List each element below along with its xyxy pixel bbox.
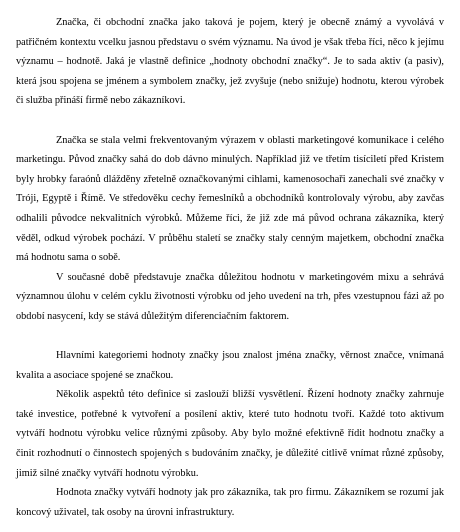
document-page [16,13,444,522]
paragraph-gap [16,111,444,131]
paragraph-brand-history: Značka se stala velmi frekventovaným výrazem v oblasti marketingové komunikace i celého marketingu. Původ značky sahá do dob dávno minulých. Například již ve třetím tisíciletí před Kristem byly hrobky faraónů dlážděny zřetelně označkovanými cihlami, kamenosochaři zanechali své značky v Tróji, Egyptě i Římě. Ve středověku cechy řemeslníků a obchodníků kontrolovaly výrobu, aby zavčas odhalili původce nekvalitních výrobků. Můžeme říci, že již zde má původ ochrana zákazníka, který věděl, odkud výrobek pochází. V průběhu staletí se značky staly cenným majetkem, obchodní značka má hodnotu sama o sobě. [16,134,444,264]
paragraph-brand-value-definition: Značka, či obchodní značka jako taková je pojem, který je obecně známý a vyvolává v patřičném kontextu vcelku jasnou představu o svém významu. Na úvod je však třeba říci, něco k jejímu významu – hodnotě. Jaká je vlastně definice „hodnoty obchodní značky“. Je to sada aktiv (a pasiv), která jsou spojena se jménem a symbolem značky, jež zvyšuje (nebo snižuje) hodnotu, kterou výrobek či služba přináší firmě nebo zákazníkovi. [16,17,444,107]
paragraph-brand-categories: Hlavními kategoriemi hodnoty značky jsou znalost jména značky, věrnost značce, vnímaná kvalita a asociace spojené se značkou. [16,350,444,381]
paragraph-brand-value-creation: Hodnota značky vytváří hodnoty jak pro zákazníka, tak pro firmu. Zákazníkem se rozumí jak koncový uživatel, tak osoby na úrovni infrastruktury. [16,487,444,518]
paragraph-brand-management: Několik aspektů této definice si zaslouží bližší vysvětlení. Řízení hodnoty značky zahrnuje také investice, potřebné k vytvoření a posílení aktiv, které tuto hodnotu tvoří. Každé toto aktivum vytváří hodnotu výrobku velice různými způsoby. Aby bylo možné efektivně řídit hodnotu značky a činit rozhodnutí o činnostech spojených s budováním značky, je důležité citlivě vnímat různé způsoby, jimiž silné značky vytváří hodnotu výrobku. [16,389,444,479]
paragraph-gap [16,327,444,347]
paragraph-brand-today: V současné době představuje značka důležitou hodnotu v marketingovém mixu a sehrává významnou úlohu v celém cyklu životnosti výrobku od jeho uvedení na trh, přes vzestupnou fázi až po období nasycení, kdy se stává důležitým diferenciačním faktorem. [16,271,444,322]
